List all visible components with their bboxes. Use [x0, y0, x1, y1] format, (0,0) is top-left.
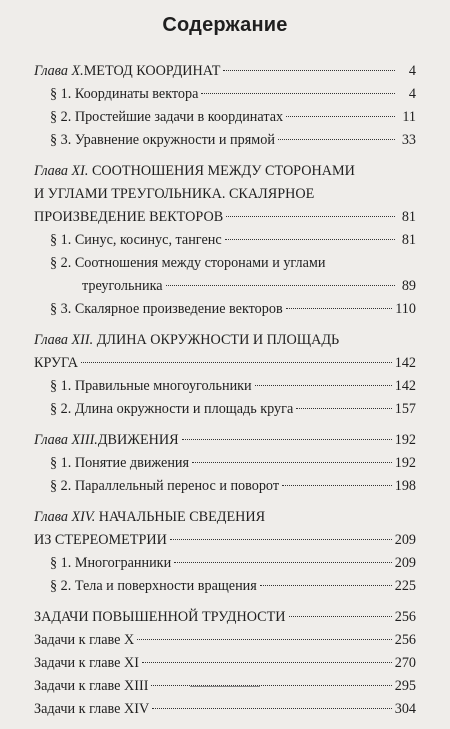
section-entry	[34, 398, 416, 421]
chapter-title: ДЛИНА ОКРУЖНОСТИ И ПЛОЩАДЬ	[93, 332, 340, 348]
leader-dots	[225, 239, 395, 240]
chapter-title: ИЗ СТЕРЕОМЕТРИИ	[34, 532, 167, 548]
leader-dots	[289, 616, 392, 617]
toc-entry	[34, 698, 416, 721]
section-entry	[34, 575, 416, 598]
leader-dots	[286, 308, 393, 309]
leader-dots	[226, 216, 395, 217]
leader-dots	[255, 385, 392, 386]
section-title: § 1. Понятие движения	[50, 455, 190, 471]
leader-dots	[278, 139, 395, 140]
chapter-heading-cont	[34, 352, 416, 375]
toc-entry	[34, 652, 416, 675]
page-number: 225	[394, 578, 416, 594]
section-entry	[34, 375, 416, 398]
section-title: § 2. Параллельный перенос и поворот	[50, 478, 280, 494]
section-entry	[34, 452, 416, 475]
page-number: 110	[395, 301, 416, 317]
page-number: 295	[394, 678, 416, 694]
entry-title: ЗАДАЧИ ПОВЫШЕННОЙ ТРУДНОСТИ	[34, 609, 286, 625]
leader-dots	[223, 70, 395, 71]
leader-dots	[152, 708, 392, 709]
page-number: 209	[394, 555, 416, 571]
leader-dots	[166, 285, 395, 286]
section-entry	[34, 129, 416, 152]
extra-problems	[34, 606, 416, 721]
leader-dots	[137, 639, 391, 640]
chapter-title: КРУГА	[34, 355, 78, 371]
leader-dots	[282, 485, 392, 486]
section-entry	[34, 552, 416, 575]
section-entry	[34, 106, 416, 129]
table-of-contents	[34, 60, 416, 729]
chapter-label: Глава XIV.	[34, 509, 96, 525]
section-title: § 2. Простейшие задачи в координатах	[50, 109, 284, 125]
chapter-10	[34, 60, 416, 152]
section-title: § 1. Правильные многоугольники	[50, 378, 252, 394]
section-title: § 1. Многогранники	[50, 555, 172, 571]
chapter-heading	[34, 506, 416, 529]
page-number: 81	[401, 209, 416, 225]
chapter-heading	[34, 60, 416, 83]
section-title: § 1. Координаты вектора	[50, 86, 199, 102]
page-number: 270	[394, 655, 416, 671]
leader-dots	[201, 93, 395, 94]
page-title: Содержание	[162, 14, 288, 36]
page-number: 89	[401, 278, 416, 294]
section-entry	[34, 475, 416, 498]
leader-dots	[182, 439, 392, 440]
entry-title: Задачи к главе XIV	[34, 701, 150, 717]
section-title: § 3. Скалярное произведение векторов	[50, 301, 283, 317]
chapter-label: Глава XI.	[34, 163, 89, 179]
section-entry-cont	[34, 275, 416, 298]
section-title: треугольника	[82, 278, 163, 294]
entry-title: Задачи к главе X	[34, 632, 135, 648]
page-number: 198	[394, 478, 416, 494]
section-entry	[34, 229, 416, 252]
chapter-title: СООТНОШЕНИЯ МЕЖДУ СТОРОНАМИ	[88, 163, 355, 179]
leader-dots	[81, 362, 392, 363]
section-title: § 3. Уравнение окружности и прямой	[50, 132, 275, 148]
page-number: 81	[401, 232, 416, 248]
page-number: 209	[394, 532, 416, 548]
chapter-title: МЕТОД КООРДИНАТ	[83, 63, 221, 79]
page-number: 192	[394, 432, 416, 448]
chapter-11	[34, 160, 416, 321]
page-number: 4	[408, 86, 416, 102]
leader-dots	[296, 408, 391, 409]
chapter-label: Глава XII.	[34, 332, 94, 348]
section-entry	[34, 298, 416, 321]
leader-dots	[142, 662, 392, 663]
page-number: 33	[401, 132, 416, 148]
chapter-label: Глава XIII.	[34, 432, 98, 448]
page-number: 157	[394, 401, 416, 417]
leader-dots	[170, 539, 392, 540]
toc-entry	[34, 629, 416, 652]
page-number: 256	[394, 632, 416, 648]
page-number: 142	[394, 355, 416, 371]
toc-entry	[34, 606, 416, 629]
section-entry: § 2. Соотношения между сторонами и углами	[50, 255, 326, 271]
leader-dots	[174, 562, 392, 563]
page-number: 4	[408, 63, 416, 79]
chapter-13	[34, 429, 416, 498]
page-number: 142	[394, 378, 416, 394]
chapter-heading-cont: И УГЛАМИ ТРЕУГОЛЬНИКА. СКАЛЯРНОЕ	[34, 186, 315, 202]
entry-title: Задачи к главе XI	[34, 655, 139, 671]
chapter-14	[34, 506, 416, 598]
chapter-title: ПРОИЗВЕДЕНИЕ ВЕКТОРОВ	[34, 209, 224, 225]
chapter-title: ДВИЖЕНИЯ	[97, 432, 179, 448]
leader-dots	[286, 116, 395, 117]
section-title: § 2. Длина окружности и площадь круга	[50, 401, 294, 417]
page-number: 11	[402, 109, 416, 125]
chapter-12	[34, 329, 416, 421]
page-number: 192	[394, 455, 416, 471]
section-entry	[34, 83, 416, 106]
leader-dots	[192, 462, 392, 463]
chapter-heading	[34, 429, 416, 452]
leader-dots	[151, 685, 391, 686]
chapter-heading-cont	[34, 529, 416, 552]
page-number: 256	[394, 609, 416, 625]
chapter-title: НАЧАЛЬНЫЕ СВЕДЕНИЯ	[95, 509, 266, 525]
chapter-heading-cont	[34, 206, 416, 229]
leader-dots	[260, 585, 392, 586]
page-bottom-rule	[190, 686, 260, 687]
section-title: § 2. Тела и поверхности вращения	[50, 578, 257, 594]
page-number: 304	[394, 701, 416, 717]
chapter-heading	[34, 160, 416, 183]
chapter-label: Глава X.	[34, 63, 84, 79]
entry-title: Задачи к главе XIII	[34, 678, 149, 694]
section-title: § 1. Синус, косинус, тангенс	[50, 232, 222, 248]
chapter-heading	[34, 329, 416, 352]
